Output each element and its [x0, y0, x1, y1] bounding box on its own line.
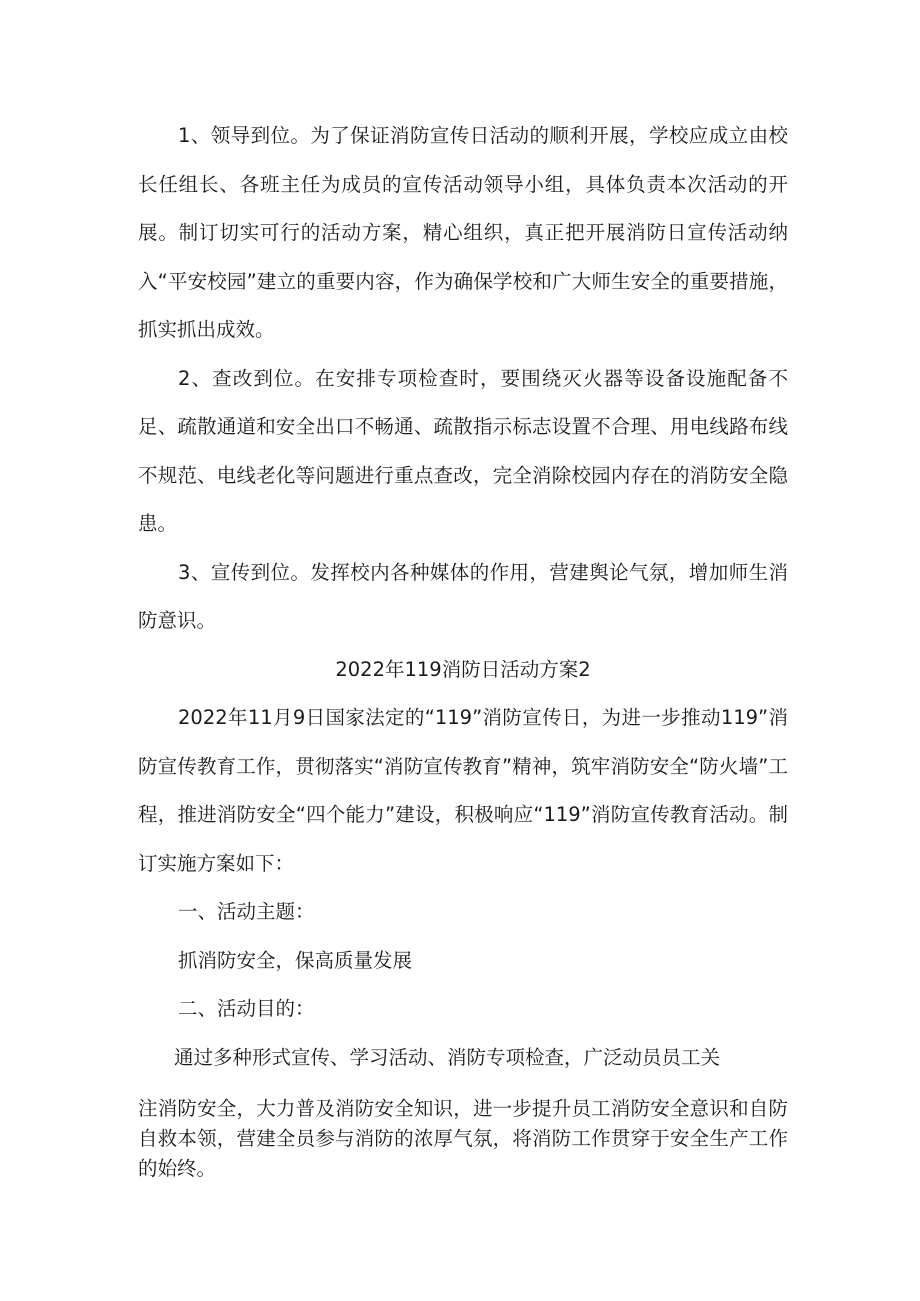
- section-title: 2022年119消防日活动方案2: [335, 657, 591, 681]
- document-page: [138, 112, 788, 1184]
- paragraph-inspection: 2、查改到位。在安排专项检查时，要围绕灭火器等设备设施配备不足、疏散通道和安全出口不畅通、疏散指示标志设置不合理、用电线路布线不规范、电线老化等问题进行重点查改，完全消除校园内存在的消防安全隐患。: [138, 366, 788, 535]
- paragraph-intro: 2022年11月9日国家法定的“119”消防宣传日，为进一步推动119”消防宣传教育工作，贯彻落实“消防宣传教育”精神，筑牢消防安全“防火墙”工程，推进消防安全“四个能力”建设，积极响应“119”消防宣传教育活动。制订实施方案如下：: [138, 706, 788, 875]
- paragraph-leadership: 1、领导到位。为了保证消防宣传日活动的顺利开展，学校应成立由校长任组长、各班主任为成员的宣传活动领导小组，具体负责本次活动的开展。制订切实可行的活动方案，精心组织，真正把开展消防日宣传活动纳入“平安校园”建立的重要内容，作为确保学校和广大师生安全的重要措施，抓实抓出成效。: [138, 124, 788, 341]
- paragraph-purpose-rest: 注消防安全，大力普及消防安全知识，进一步提升员工消防安全意识和自防自救本领，营建全员参与消防的浓厚气氛，将消防工作贯穿于安全生产工作的始终。: [138, 1097, 788, 1180]
- heading-theme: 一、活动主题：: [178, 900, 315, 923]
- paragraph-purpose-line1: 通过多种形式宣传、学习活动、消防专项检查，广泛动员员工关: [174, 1045, 721, 1069]
- heading-purpose: 二、活动目的：: [178, 997, 315, 1020]
- paragraph-publicity: 3、宣传到位。发挥校内各种媒体的作用，营建舆论气氛，增加师生消防意识。: [138, 560, 788, 632]
- paragraph-theme: 抓消防安全，保高质量发展: [178, 948, 413, 972]
